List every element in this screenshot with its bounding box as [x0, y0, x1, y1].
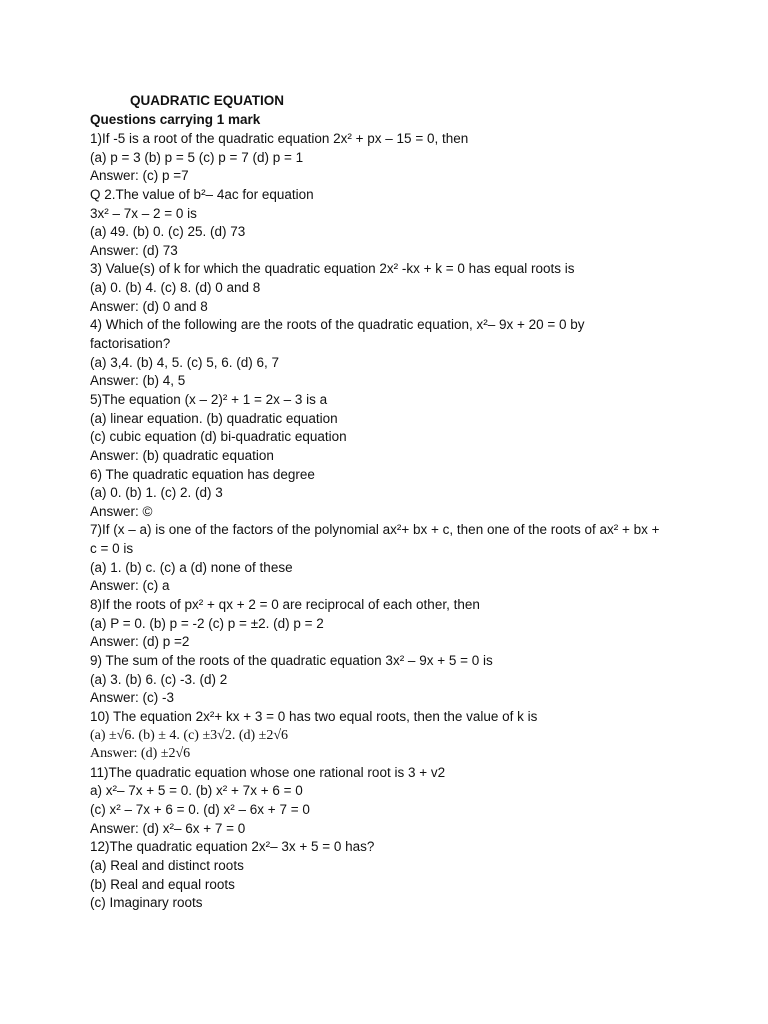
text-line: (b) Real and equal roots	[90, 876, 235, 892]
text-line: 9) The sum of the roots of the quadratic equation 3x² – 9x + 5 = 0 is	[90, 652, 493, 668]
text-line: 7)If (x – a) is one of the factors of the polynomial ax²+ bx + c, then one of the roots of ax² + bx +	[90, 522, 660, 538]
text-line: (a) 0. (b) 4. (c) 8. (d) 0 and 8	[90, 280, 261, 296]
text-line: (a) P = 0. (b) p = -2 (c) p = ±2. (d) p = 2	[90, 615, 324, 631]
text-line: (a) 3. (b) 6. (c) -3. (d) 2	[90, 671, 228, 687]
text-line: 8)If the roots of px² + qx + 2 = 0 are reciprocal of each other, then	[90, 597, 480, 613]
text-line: Answer: ©	[90, 503, 153, 519]
text-line: Answer: (b) quadratic equation	[90, 447, 274, 463]
text-line: 11)The quadratic equation whose one rational root is 3 + v2	[90, 764, 446, 780]
text-line: (a) Real and distinct roots	[90, 857, 244, 873]
text-line: 10) The equation 2x²+ kx + 3 = 0 has two equal roots, then the value of k is	[90, 708, 538, 724]
text-line: (c) Imaginary roots	[90, 895, 203, 911]
text-line: Answer: (d) p =2	[90, 634, 190, 650]
text-line: 12)The quadratic equation 2x²– 3x + 5 = 0 has?	[90, 839, 375, 855]
question-list	[90, 130, 690, 913]
section-heading: Questions carrying 1 mark	[90, 112, 261, 127]
text-line: a) x²– 7x + 5 = 0. (b) x² + 7x + 6 = 0	[90, 783, 303, 799]
text-line: Answer: (b) 4, 5	[90, 373, 186, 389]
text-line: (a) linear equation. (b) quadratic equation	[90, 410, 338, 426]
text-line: 4) Which of the following are the roots of the quadratic equation, x²– 9x + 20 = 0 by	[90, 317, 585, 333]
text-line: (c) cubic equation (d) bi-quadratic equation	[90, 429, 347, 445]
text-line: (a) 0. (b) 1. (c) 2. (d) 3	[90, 485, 223, 501]
document-title: QUADRATIC EQUATION	[130, 93, 284, 108]
text-line: (c) x² – 7x + 6 = 0. (d) x² – 6x + 7 = 0	[90, 802, 310, 818]
text-line: 3) Value(s) of k for which the quadratic equation 2x² -kx + k = 0 has equal roots is	[90, 261, 575, 277]
text-line: 6) The quadratic equation has degree	[90, 466, 315, 482]
text-line: Answer: (d) x²– 6x + 7 = 0	[90, 820, 246, 836]
text-line: (a) ±√6. (b) ± 4. (c) ±3√2. (d) ±2√6	[90, 727, 289, 743]
text-line: Answer: (d) 0 and 8	[90, 298, 208, 314]
text-line: Answer: (d) ±2√6	[90, 746, 191, 762]
text-line: 1)If -5 is a root of the quadratic equation 2x² + px – 15 = 0, then	[90, 131, 469, 146]
text-line: Answer: (c) a	[90, 578, 170, 594]
text-line: factorisation?	[90, 336, 171, 352]
text-line: Answer: (c) p =7	[90, 168, 189, 184]
text-line: Q 2.The value of b²– 4ac for equation	[90, 186, 314, 202]
text-line: 5)The equation (x – 2)² + 1 = 2x – 3 is a	[90, 391, 328, 407]
text-line: c = 0 is	[90, 541, 134, 557]
text-line: (a) 49. (b) 0. (c) 25. (d) 73	[90, 224, 246, 240]
text-line: (a) 3,4. (b) 4, 5. (c) 5, 6. (d) 6, 7	[90, 354, 280, 370]
text-line: Answer: (c) -3	[90, 690, 175, 706]
text-line: Answer: (d) 73	[90, 242, 178, 258]
text-line: (a) p = 3 (b) p = 5 (c) p = 7 (d) p = 1	[90, 149, 304, 165]
text-line: 3x² – 7x – 2 = 0 is	[90, 205, 197, 221]
text-line: (a) 1. (b) c. (c) a (d) none of these	[90, 559, 293, 575]
